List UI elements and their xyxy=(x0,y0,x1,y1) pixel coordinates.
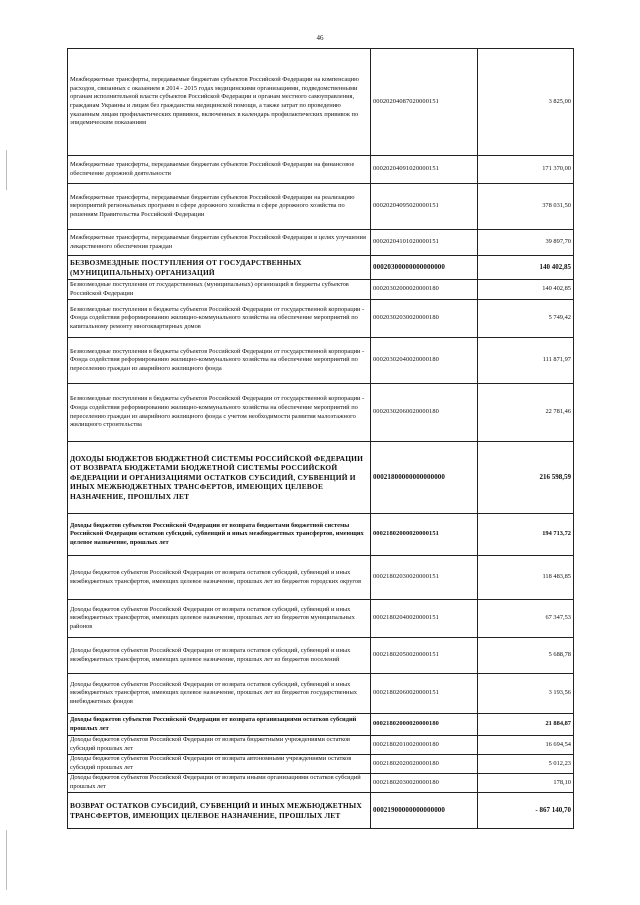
row-code: 00020204095020000151 xyxy=(371,184,478,230)
table-row xyxy=(68,384,574,442)
row-amount: 118 483,85 xyxy=(478,556,574,600)
row-name: Безвозмездные поступления в бюджеты субъектов Российской Федерации от государственной корпорации - Фонда содействия реформированию жилищно-коммунального хозяйства на обеспечение мероприятий по капитальному ремонту многоквартирных домов xyxy=(68,300,371,338)
table-row xyxy=(68,556,574,600)
row-amount: 378 031,50 xyxy=(478,184,574,230)
row-amount: 16 694,54 xyxy=(478,736,574,755)
row-name: Доходы бюджетов субъектов Российской Федерации от возврата бюджетами бюджетной системы Российской Федерации остатков субсидий, субвенций и иных межбюджетных трансфертов, имеющих целевое назначение, прошлых лет xyxy=(68,514,371,556)
row-code: 00020300000000000000 xyxy=(371,256,478,280)
row-amount: 3 193,56 xyxy=(478,674,574,714)
row-name: Доходы бюджетов субъектов Российской Федерации от возврата остатков субсидий, субвенций и иных межбюджетных трансфертов, имеющих целевое назначение, прошлых лет из бюджетов городских округов xyxy=(68,556,371,600)
row-name: Доходы бюджетов субъектов Российской Федерации от возврата иными организациями остатков субсидий прошлых лет xyxy=(68,774,371,793)
row-code: 00021802050020000151 xyxy=(371,638,478,674)
row-name: Доходы бюджетов субъектов Российской Федерации от возврата остатков субсидий, субвенций и иных межбюджетных трансфертов, имеющих целевое назначение, прошлых лет из бюджетов государственных внебюджетных фондов xyxy=(68,674,371,714)
row-name: Безвозмездные поступления в бюджеты субъектов Российской Федерации от государственной корпорации - Фонда содействия реформированию жилищно-коммунального хозяйства на обеспечение мероприятий по переселению граждан из аварийного жилищного фонда xyxy=(68,338,371,384)
row-name: БЕЗВОЗМЕЗДНЫЕ ПОСТУПЛЕНИЯ ОТ ГОСУДАРСТВЕННЫХ (МУНИЦИПАЛЬНЫХ) ОРГАНИЗАЦИЙ xyxy=(68,256,371,280)
row-code: 00021802000020000180 xyxy=(371,714,478,736)
row-name: Межбюджетные трансферты, передаваемые бюджетам субъектов Российской Федерации в целях улучшения лекарственного обеспечения граждан xyxy=(68,230,371,256)
table-row xyxy=(68,514,574,556)
row-code: 00021802020020000180 xyxy=(371,755,478,774)
row-name: Доходы бюджетов субъектов Российской Федерации от возврата остатков субсидий, субвенций и иных межбюджетных трансфертов, имеющих целевое назначение, прошлых лет из бюджетов муниципальных районов xyxy=(68,600,371,638)
row-amount: 171 370,00 xyxy=(478,156,574,184)
row-code: 00021802060020000151 xyxy=(371,674,478,714)
row-amount: 216 598,59 xyxy=(478,442,574,514)
row-amount: 39 897,70 xyxy=(478,230,574,256)
row-amount: 22 781,46 xyxy=(478,384,574,442)
row-amount: 67 347,53 xyxy=(478,600,574,638)
table-row xyxy=(68,442,574,514)
binding-edge-mark xyxy=(6,830,7,890)
row-name: Доходы бюджетов субъектов Российской Федерации от возврата автономными учреждениями остатков субсидий прошлых лет xyxy=(68,755,371,774)
table-row xyxy=(68,338,574,384)
row-code: 00021802040020000151 xyxy=(371,600,478,638)
row-code: 00021802010020000180 xyxy=(371,736,478,755)
row-code: 00021802030020000151 xyxy=(371,556,478,600)
table-row xyxy=(68,674,574,714)
row-code: 00021802030020000180 xyxy=(371,774,478,793)
row-code: 00020204087020000151 xyxy=(371,49,478,156)
row-code: 00021800000000000000 xyxy=(371,442,478,514)
row-name: Межбюджетные трансферты, передаваемые бюджетам субъектов Российской Федерации на финансовое обеспечение дорожной деятельности xyxy=(68,156,371,184)
row-code: 00020302030020000180 xyxy=(371,300,478,338)
table-row xyxy=(68,638,574,674)
row-amount: 5 688,78 xyxy=(478,638,574,674)
table-row xyxy=(68,714,574,736)
revenue-table xyxy=(67,48,574,829)
row-name: ВОЗВРАТ ОСТАТКОВ СУБСИДИЙ, СУБВЕНЦИЙ И ИНЫХ МЕЖБЮДЖЕТНЫХ ТРАНСФЕРТОВ, ИМЕЮЩИХ ЦЕЛЕВОЕ НАЗНАЧЕНИЕ, ПРОШЛЫХ ЛЕТ xyxy=(68,793,371,829)
table-row xyxy=(68,755,574,774)
row-code: 00020302060020000180 xyxy=(371,384,478,442)
table-row xyxy=(68,300,574,338)
row-amount: - 867 140,70 xyxy=(478,793,574,829)
row-name: Безвозмездные поступления в бюджеты субъектов Российской Федерации от государственной корпорации - Фонда содействия реформированию жилищно-коммунального хозяйства на обеспечение мероприятий по переселению граждан из аварийного жилищного фонда с учетом необходимости развития малоэтажного жилищного строительства xyxy=(68,384,371,442)
row-code: 00020204101020000151 xyxy=(371,230,478,256)
table-row xyxy=(68,774,574,793)
row-amount: 178,10 xyxy=(478,774,574,793)
table-row xyxy=(68,736,574,755)
row-name: Доходы бюджетов субъектов Российской Федерации от возврата бюджетными учреждениями остатков субсидий прошлых лет xyxy=(68,736,371,755)
page-number: 46 xyxy=(316,34,324,42)
table-row xyxy=(68,280,574,300)
row-amount: 5 749,42 xyxy=(478,300,574,338)
row-name: Межбюджетные трансферты, передаваемые бюджетам субъектов Российской Федерации на компенсацию расходов, связанных с оказанием в 2014 - 2015 годах медицинскими организациями, подведомственными органам исполнительной власти субъектов Российской Федерации и органам местного самоуправления, гражданам Украины и лицам без гражданства медицинской помощи, а также затрат по проведению указанным лицам профилактических прививок, включенных в календарь профилактических прививок по эпидемическим показаниям xyxy=(68,49,371,156)
table-row xyxy=(68,793,574,829)
row-amount: 140 402,85 xyxy=(478,256,574,280)
binding-edge-mark xyxy=(6,150,7,190)
table-row xyxy=(68,156,574,184)
row-code: 00021802000020000151 xyxy=(371,514,478,556)
row-code: 00020302040020000180 xyxy=(371,338,478,384)
row-code: 00020302000020000180 xyxy=(371,280,478,300)
row-amount: 5 012,23 xyxy=(478,755,574,774)
table-row xyxy=(68,230,574,256)
row-name: Межбюджетные трансферты, передаваемые бюджетам субъектов Российской Федерации на реализацию мероприятий региональных программ в сфере дорожного хозяйства в сфере дорожного хозяйства по решениям Правительства Российской Федерации xyxy=(68,184,371,230)
table-row xyxy=(68,256,574,280)
row-name: Доходы бюджетов субъектов Российской Федерации от возврата остатков субсидий, субвенций и иных межбюджетных трансфертов, имеющих целевое назначение, прошлых лет из бюджетов поселений xyxy=(68,638,371,674)
table-row xyxy=(68,600,574,638)
row-code: 00021900000000000000 xyxy=(371,793,478,829)
row-amount: 111 871,97 xyxy=(478,338,574,384)
row-amount: 21 884,87 xyxy=(478,714,574,736)
table-row xyxy=(68,184,574,230)
table-row xyxy=(68,49,574,156)
row-code: 00020204091020000151 xyxy=(371,156,478,184)
row-name: Доходы бюджетов субъектов Российской Федерации от возврата организациями остатков субсидий прошлых лет xyxy=(68,714,371,736)
row-name: ДОХОДЫ БЮДЖЕТОВ БЮДЖЕТНОЙ СИСТЕМЫ РОССИЙСКОЙ ФЕДЕРАЦИИ ОТ ВОЗВРАТА БЮДЖЕТАМИ БЮДЖЕТНОЙ СИСТЕМЫ РОССИЙСКОЙ ФЕДЕРАЦИИ И ОРГАНИЗАЦИЯМИ ОСТАТКОВ СУБСИДИЙ, СУБВЕНЦИЙ И ИНЫХ МЕЖБЮДЖЕТНЫХ ТРАНСФЕРТОВ, ИМЕЮЩИХ ЦЕЛЕВОЕ НАЗНАЧЕНИЕ, ПРОШЛЫХ ЛЕТ xyxy=(68,442,371,514)
row-amount: 3 825,00 xyxy=(478,49,574,156)
row-amount: 194 713,72 xyxy=(478,514,574,556)
row-name: Безвозмездные поступления от государственных (муниципальных) организаций в бюджеты субъектов Российской Федерации xyxy=(68,280,371,300)
row-amount: 140 402,85 xyxy=(478,280,574,300)
